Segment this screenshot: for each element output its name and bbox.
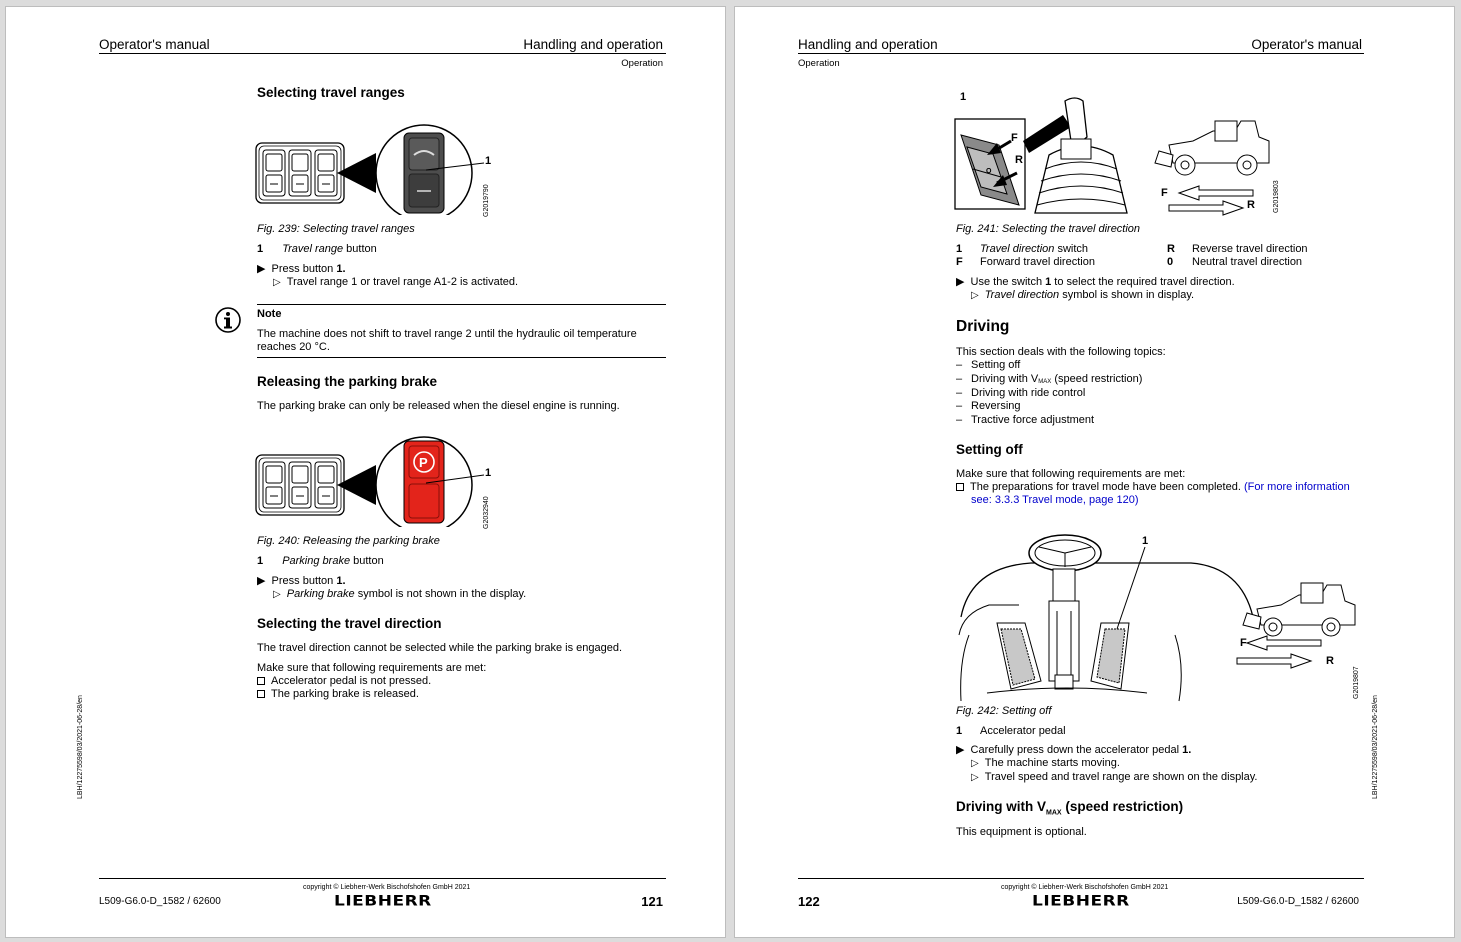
fig-code: G2032940 [483, 496, 490, 529]
note-line-1: The machine does not shift to travel range 2 until the hydraulic oil temperature [257, 328, 637, 340]
result-text: Travel range 1 or travel range A1-2 is activated. [286, 276, 519, 288]
topic-item: – Reversing [956, 400, 1021, 412]
legend-key: 1 [956, 243, 963, 255]
topic-text: Reversing [971, 400, 1021, 412]
arrow-right-icon: ▶ [956, 276, 965, 288]
arrow-label-f: F [1240, 637, 1247, 649]
liebherr-logo: LIEBHERR [1032, 892, 1130, 910]
legend-row [257, 555, 384, 569]
step-text: Press button [271, 263, 337, 275]
legend-key: 0 [1167, 256, 1174, 268]
arrow-label-f: F [1161, 187, 1168, 199]
header-left: Operator's manual [99, 37, 210, 52]
step-text: Use the switch [970, 276, 1046, 288]
cross-reference-link[interactable]: see: 3.3.3 Travel mode, page 120) [971, 494, 1139, 506]
section-title [956, 799, 1183, 817]
fig-parking-brake-button [254, 427, 499, 527]
legend-text: Forward travel direction [980, 256, 1095, 268]
switch-label-o: O [986, 168, 992, 175]
fig-caption: Fig. 241: Selecting the travel direction [956, 223, 1141, 235]
fig-code: G2019790 [483, 184, 490, 217]
legend-row [956, 243, 1088, 257]
fig-callout: 1 [485, 467, 492, 479]
footer-rule [99, 878, 666, 879]
result-row [273, 588, 526, 602]
vmax-subscript: MAX [1046, 809, 1062, 817]
result-row [971, 289, 1194, 303]
footer-rule [798, 878, 1364, 879]
requirement-item [257, 675, 431, 689]
subheader: Operation [621, 58, 663, 69]
legend-key: 1 [956, 725, 963, 737]
arrow-label-r: R [1326, 655, 1334, 667]
switch-label-f: F [1011, 132, 1018, 144]
legend-text: Neutral travel direction [1192, 256, 1303, 268]
section-intro: This section deals with the following topics: [956, 346, 1166, 358]
legend-text: Reverse travel direction [1192, 243, 1308, 255]
triangle-outline-icon: ▷ [971, 290, 979, 301]
note-rule-bottom [257, 357, 666, 358]
header-right: Handling and operation [523, 37, 663, 52]
step-row [956, 276, 1235, 290]
step-ref: 1. [336, 575, 346, 587]
result-text: symbol is not shown in the display. [354, 588, 527, 600]
section-intro: The travel direction cannot be selected while the parking brake is engaged. [257, 642, 623, 654]
fig-code: G2019807 [1353, 666, 1360, 699]
legend-text: button [350, 555, 384, 567]
result-text: The machine starts moving. [984, 757, 1120, 769]
triangle-outline-icon: ▷ [971, 758, 979, 769]
section-title: Selecting the travel direction [257, 616, 442, 631]
step-row [956, 744, 1191, 758]
legend-key: F [956, 256, 963, 268]
triangle-outline-icon: ▷ [273, 277, 281, 288]
vmax-subscript: MAX [1038, 379, 1052, 385]
arrow-right-icon: ▶ [257, 263, 266, 275]
arrow-right-icon: ▶ [956, 744, 965, 756]
section-title: Releasing the parking brake [257, 374, 438, 389]
fig-caption: Fig. 239: Selecting travel ranges [257, 223, 415, 235]
fig-accelerator-pedal [957, 525, 1362, 703]
step-text: Carefully press down the accelerator pedal [970, 744, 1183, 756]
header-rule [99, 53, 666, 54]
fig-travel-range-button [254, 115, 499, 215]
footer-doc-id: L509-G6.0-D_1582 / 62600 [1237, 896, 1359, 907]
copyright: copyright © Liebherr-Werk Bischofshofen GmbH 2021 [303, 884, 471, 891]
topic-text: (speed restriction) [1051, 373, 1143, 385]
margin-code: LBH/12275598/03/2021-06-28/en [77, 695, 84, 799]
page-number: 122 [798, 894, 820, 909]
fig-travel-direction-switch [953, 91, 1293, 219]
margin-code: LBH/12275598/03/2021-06-28/en [1372, 695, 1379, 799]
fig-caption: Fig. 240: Releasing the parking brake [257, 535, 440, 547]
step-text: to select the required travel direction. [1051, 276, 1235, 288]
note-line-2: reaches 20 °C. [257, 341, 330, 353]
footer-doc-id: L509-G6.0-D_1582 / 62600 [99, 896, 221, 907]
checkbox-icon [257, 677, 265, 685]
result-row [971, 771, 1257, 785]
page-122 [734, 6, 1455, 938]
legend-row [257, 243, 377, 257]
subheader: Operation [798, 58, 840, 69]
section-text: This equipment is optional. [956, 826, 1087, 838]
title-text: (speed restriction) [1061, 799, 1184, 814]
legend-text: button [343, 243, 377, 255]
requirement-text: Accelerator pedal is not pressed. [271, 675, 432, 687]
page-number: 121 [641, 894, 663, 909]
info-icon [214, 306, 242, 334]
legend-row [956, 725, 1066, 739]
step-ref: 1. [1182, 744, 1192, 756]
legend-row [956, 256, 1095, 270]
legend-term: Parking brake [282, 555, 351, 567]
fig-callout: 1 [960, 91, 967, 103]
copyright: copyright © Liebherr-Werk Bischofshofen GmbH 2021 [1001, 884, 1169, 891]
legend-text: switch [1054, 243, 1089, 255]
switch-label-r: R [1015, 154, 1023, 166]
step-row [257, 575, 346, 589]
legend-key: 1 [257, 243, 264, 255]
fig-callout: 1 [1142, 535, 1149, 547]
topic-item: – Driving with $V_{MAX}$ (speed restriction) [956, 373, 1143, 385]
topic-text: Setting off [971, 359, 1021, 371]
requirement-item [257, 688, 419, 702]
result-row [971, 757, 1120, 771]
result-text: symbol is shown in display. [1059, 289, 1195, 301]
section-title: Selecting travel ranges [257, 85, 405, 100]
requirement-text: The parking brake is released. [271, 688, 419, 700]
fig-caption: Fig. 242: Setting off [956, 705, 1052, 717]
header-right: Operator's manual [1251, 37, 1362, 52]
topic-item: – Setting off [956, 359, 1021, 371]
liebherr-logo: LIEBHERR [334, 892, 432, 910]
legend-row [1167, 243, 1308, 257]
note-title: Note [257, 308, 282, 320]
svg-text:P: P [419, 455, 428, 470]
result-text: Travel speed and travel range are shown on the display. [984, 771, 1258, 783]
header-rule [798, 53, 1364, 54]
legend-term: Travel range [282, 243, 344, 255]
note-rule-top [257, 304, 666, 305]
result-term: Travel direction [984, 289, 1060, 301]
legend-term: Travel direction [980, 243, 1055, 255]
requirement-text: The preparations for travel mode have been completed. [970, 481, 1244, 493]
checkbox-icon [257, 690, 265, 698]
header-left: Handling and operation [798, 37, 938, 52]
topic-item: – Driving with ride control [956, 387, 1086, 399]
section-title: Driving [956, 318, 1010, 335]
step-row [257, 263, 346, 277]
step-ref: 1. [336, 263, 346, 275]
legend-text: Accelerator pedal [980, 725, 1066, 737]
requirements-intro: Make sure that following requirements are met: [956, 468, 1186, 480]
legend-key: R [1167, 243, 1175, 255]
requirements-intro: Make sure that following requirements are met: [257, 662, 487, 674]
legend-row [1167, 256, 1302, 270]
section-intro: The parking brake can only be released when the diesel engine is running. [257, 400, 620, 412]
result-term: Parking brake [286, 588, 355, 600]
legend-key: 1 [257, 555, 264, 567]
title-text: Driving with V [956, 799, 1047, 814]
step-ref: 1 [1045, 276, 1052, 288]
result-row [273, 276, 518, 290]
fig-callout: 1 [485, 155, 492, 167]
topic-text: Driving with V [971, 373, 1039, 385]
arrow-label-r: R [1247, 199, 1255, 211]
cross-reference-link[interactable]: (For more information [1243, 481, 1350, 493]
step-text: Press button [271, 575, 337, 587]
checkbox-icon [956, 483, 964, 491]
page-121 [5, 6, 726, 938]
section-title: Setting off [956, 442, 1023, 457]
topic-text: Tractive force adjustment [971, 414, 1095, 426]
topic-text: Driving with ride control [971, 387, 1086, 399]
topic-item: – Tractive force adjustment [956, 414, 1095, 426]
triangle-outline-icon: ▷ [273, 589, 281, 600]
arrow-right-icon: ▶ [257, 575, 266, 587]
fig-code: G2019803 [1273, 180, 1280, 213]
triangle-outline-icon: ▷ [971, 772, 979, 783]
requirement-item [956, 481, 1350, 495]
